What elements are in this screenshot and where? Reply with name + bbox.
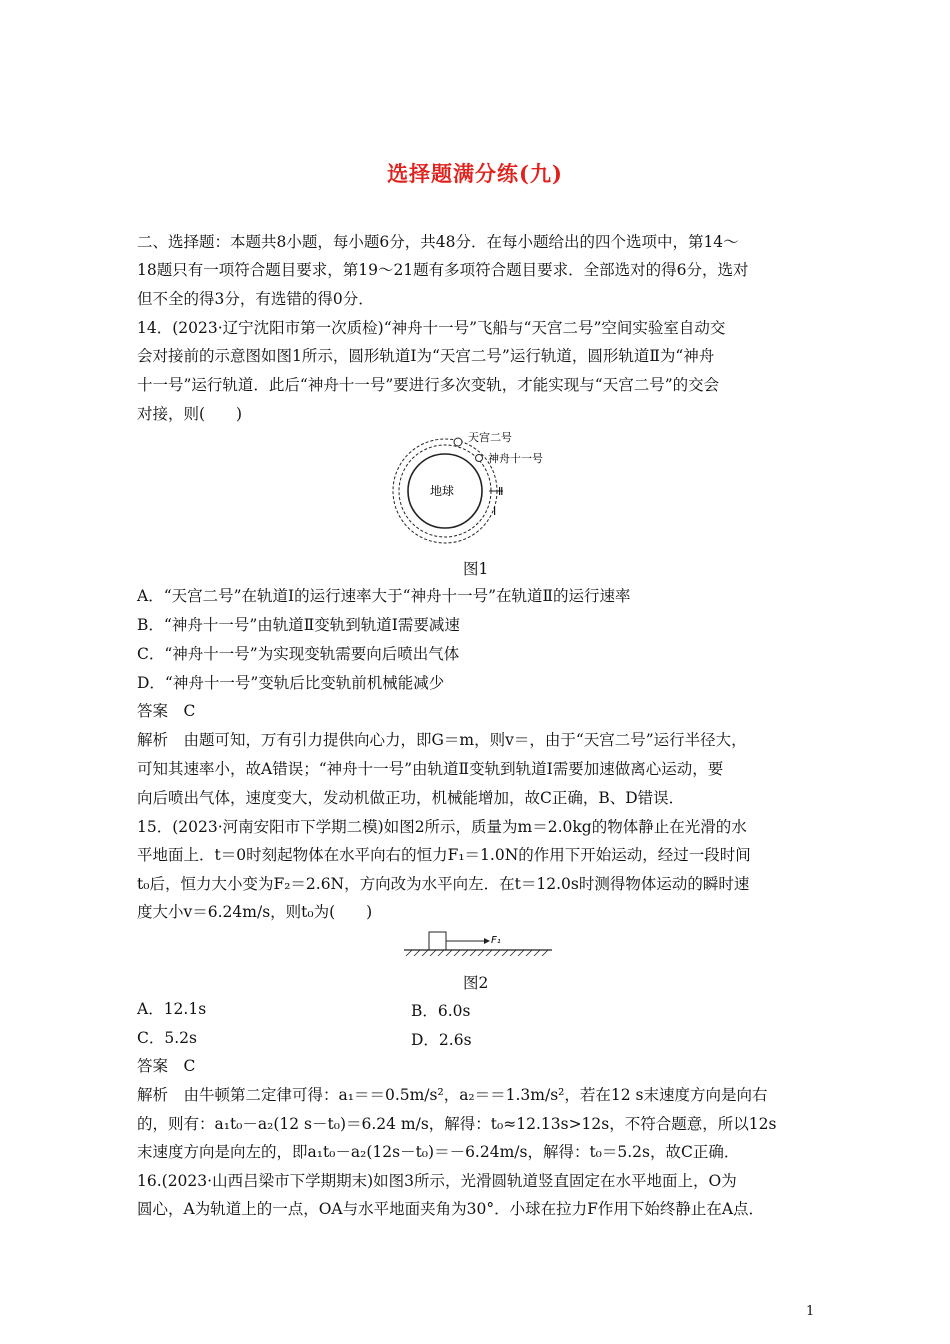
q15-stem-line: 15．(2023·河南安阳市下学期二模)如图2所示，质量为m＝2.0kg的物体静止在光滑的水	[137, 818, 747, 836]
figure-2-caption: 图2	[463, 974, 489, 992]
q14-option-d: D．“神舟十一号”变轨后比变轨前机械能减少	[137, 674, 445, 692]
orbit-1-label: Ⅰ	[493, 505, 497, 518]
force-label: F₁	[491, 935, 501, 946]
q15-option-b: B．6.0s	[411, 1002, 471, 1020]
q14-option-c: C．“神舟十一号”为实现变轨需要向后喷出气体	[137, 645, 460, 663]
intro-line: 18题只有一项符合题目要求，第19～21题有多项符合题目要求．全部选对的得6分，选对	[137, 261, 749, 279]
q14-stem-line: 十一号”运行轨道．此后“神舟十一号”要进行多次变轨，才能实现与“天宫二号”的交会	[137, 376, 720, 394]
figure-2-block-diagram	[400, 928, 560, 962]
q15-stem-line: t₀后，恒力大小变为F₂＝2.6N，方向改为水平向左．在t＝12.0s时测得物体运动的瞬时速	[137, 875, 750, 893]
shenzhou-satellite	[476, 455, 483, 462]
page-number: 1	[806, 1304, 815, 1319]
tiangong-label: 天宫二号	[468, 431, 512, 444]
q14-option-a: A．“天宫二号”在轨道Ⅰ的运行速率大于“神舟十一号”在轨道Ⅱ的运行速率	[137, 587, 631, 605]
block	[429, 932, 446, 950]
q15-stem-line: 度大小v＝6.24m/s，则t₀为( )	[137, 903, 373, 921]
q14-stem-line: 对接，则( )	[137, 405, 243, 423]
page-title: 选择题满分练(九)	[387, 161, 563, 186]
q14-analysis-line: 可知其速率小，故A错误；“神舟十一号”由轨道Ⅱ变轨到轨道Ⅰ需要加速做离心运动，要	[137, 760, 724, 778]
intro-line: 但不全的得3分，有选错的得0分．	[137, 290, 374, 308]
tiangong-satellite	[454, 438, 462, 446]
q14-option-b: B．“神舟十一号”由轨道Ⅱ变轨到轨道Ⅰ需要减速	[137, 616, 460, 634]
figure-1-orbit-diagram	[385, 425, 575, 560]
q15-analysis-line: 的，则有：a₁t₀－a₂(12 s－t₀)＝6.24 m/s，解得：t₀≈12.13s>12s，不符合题意，所以12s	[137, 1115, 777, 1133]
q16-stem-line: 16.(2023·山西吕梁市下学期期末)如图3所示，光滑圆轨道竖直固定在水平地面上，O为	[137, 1172, 737, 1190]
q15-analysis-line: 解析 由牛顿第二定律可得：a₁＝＝0.5m/s²，a₂＝＝1.3m/s²，若在12 s末速度方向是向右	[137, 1086, 768, 1104]
q15-stem-line: 平地面上．t＝0时刻起物体在水平向右的恒力F₁＝1.0N的作用下开始运动，经过一段时间	[137, 846, 751, 864]
q15-option-c: C．5.2s	[137, 1029, 197, 1047]
earth-label: 地球	[430, 484, 455, 498]
q14-answer: 答案 C	[137, 702, 196, 720]
q16-stem-line: 圆心，A为轨道上的一点，OA与水平地面夹角为30°．小球在拉力F作用下始终静止在A点．	[137, 1200, 765, 1218]
intro-line: 二、选择题：本题共8小题，每小题6分，共48分．在每小题给出的四个选项中，第14～	[137, 233, 739, 251]
q14-analysis-line: 向后喷出气体，速度变大，发动机做正功，机械能增加，故C正确，B、D错误．	[137, 789, 685, 807]
orbit-2-label: Ⅱ	[498, 485, 504, 498]
figure-1-caption: 图1	[463, 560, 489, 578]
q15-option-d: D．2.6s	[411, 1031, 472, 1049]
q15-analysis-line: 末速度方向是向左的，即a₁t₀－a₂(12s－t₀)＝－6.24m/s，解得：t₀＝5.2s，故C正确．	[137, 1143, 740, 1161]
shenzhou-label: 神舟十一号	[488, 452, 543, 465]
q14-stem-line: 14．(2023·辽宁沈阳市第一次质检)“神舟十一号”飞船与“天宫二号”空间实验室自动交	[137, 319, 726, 337]
q15-option-a: A．12.1s	[137, 1000, 207, 1018]
q14-stem-line: 会对接前的示意图如图1所示，圆形轨道Ⅰ为“天宫二号”运行轨道，圆形轨道Ⅱ为“神舟	[137, 347, 715, 365]
q14-analysis-line: 解析 由题可知，万有引力提供向心力，即G＝m，则v＝，由于“天宫二号”运行半径大，	[137, 731, 747, 749]
q15-answer: 答案 C	[137, 1057, 196, 1075]
